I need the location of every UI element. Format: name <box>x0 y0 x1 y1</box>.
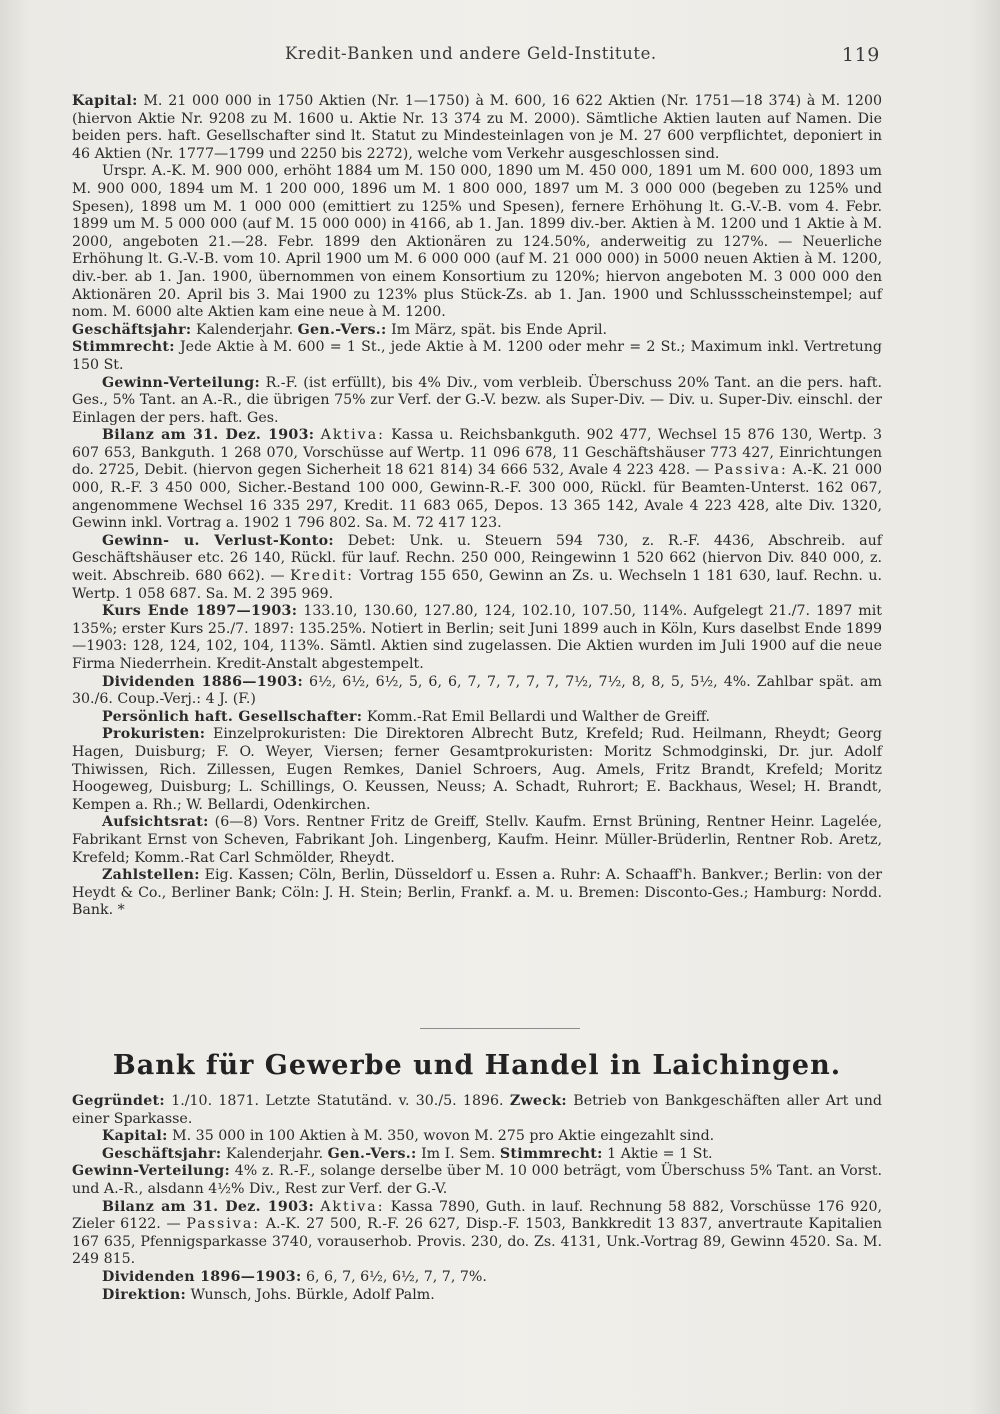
paragraph-geschaeftsjahr-2 <box>72 1146 882 1164</box>
text-kapital-history: Urspr. A.-K. M. 900 000, erhöht 1884 um M. 150 000, 1890 um M. 450 000, 1891 um M. 600 000, 1893 um M. 900 000, 1894 um M. 1 200 000, 1896 um M. 1 800 000, 1897 um M. 3 000 000 (begeben zu 125% und Spesen), 1898 um M. 1 000 000 (emittiert zu 125% und Spesen), fernere Erhöhung lt. G.-V.-B. vom 4. Febr. 1899 um M. 5 000 000 (auf M. 15 000 000) in 4166, ab 1. Jan. 1899 div.-ber. Aktien à M. 1200 und 1 Aktie à M. 2000, angeboten 21.—28. Febr. 1899 den Aktionären zu 124.50%, anderweitig zu 127%. — Neuerliche Erhöhung lt. G.-V.-B. vom 10. April 1900 um M. 6 000 000 (auf M. 21 000 000) in 5000 neuen Aktien à M. 1200, div.-ber. ab 1. Jan. 1900, übernommen von einem Konsortium zu 120%; hiervon angeboten M. 3 000 000 den Aktionären 20. April bis 3. Mai 1900 zu 123% plus Stück-Zs. ab 1. Jan. 1900 und Schlussscheinstempel; auf nom. M. 6000 alte Aktien kam eine neue à M. 1200. <box>72 163 882 321</box>
text-gewinn-verteilung-2: 4% z. R.-F., solange derselbe über M. 10 000 beträgt, vom Überschuss 5% Tant. an Vorst. und A.-R., alsdann 4½% Div., Rest zur Verf. der G.-V. <box>72 1163 882 1197</box>
label-guv: Gewinn- u. Verlust-Konto: <box>102 532 334 549</box>
text-bilanz-passiva: A.-K. 21 000 000, R.-F. 3 450 000, Sicher.-Bestand 100 000, Gewinn-R.-F. 300 000, Rückl. für Beamten-Unterst. 162 067, angenommene Wechsel 16 335 297, Kredit. 11 683 065, Depos. 13 365 142, Avale 4 223 428, alte Div. 1320, Gewinn inkl. Vortrag a. 1902 1 796 802. Sa. M. 72 417 123. <box>72 462 882 532</box>
running-head-title: Kredit-Banken und andere Geld-Institute. <box>285 44 657 63</box>
paragraph-kapital <box>72 93 882 163</box>
paragraph-stimmrecht <box>72 339 882 374</box>
bank-heading: Bank für Gewerbe und Handel in Laichingen. <box>112 1050 842 1081</box>
text-direktion: Wunsch, Johs. Bürkle, Adolf Palm. <box>190 1286 435 1303</box>
section-divider <box>420 1028 580 1029</box>
label-kapital: Kapital: <box>72 93 138 109</box>
label-genvers: Gen.-Vers.: <box>297 321 387 338</box>
text-persoenlich: Komm.-Rat Emil Bellardi und Walther de Greiff. <box>366 708 711 725</box>
paragraph-gewinn-verteilung <box>72 375 882 428</box>
text-genvers: Im März, spät. bis Ende April. <box>391 321 608 338</box>
label-aktiva-2: Aktiva: <box>320 1198 385 1215</box>
label-geschaeftsjahr-2: Geschäftsjahr: <box>102 1145 222 1162</box>
paragraph-dividenden <box>72 674 882 709</box>
label-direktion: Direktion: <box>102 1286 186 1303</box>
paragraph-kapital-2 <box>72 1128 882 1146</box>
paragraph-kapital-history <box>72 163 882 321</box>
label-dividenden-2: Dividenden 1896—1903: <box>102 1268 302 1285</box>
label-zahlstellen: Zahlstellen: <box>102 867 200 884</box>
label-geschaeftsjahr: Geschäftsjahr: <box>72 321 192 338</box>
text-kurs: 133.10, 130.60, 127.80, 124, 102.10, 107.50, 114%. Aufgelegt 21./7. 1897 mit 135%; erster Kurs 25./7. 1897: 135.25%. Notiert in Berlin; seit Juni 1899 auch in Köln, Kurs daselbst Ende 1899—1903: 128, 124, 102, 104, 113%. Sämtl. Aktien sind zugelassen. Die Aktien wurden im Juli 1900 auf die neue Firma Niederrhein. Kredit-Anstalt abgestempelt. <box>72 603 882 672</box>
page-number: 119 <box>841 44 880 66</box>
paragraph-bilanz-2 <box>72 1199 882 1269</box>
paragraph-gewinn-verteilung-2 <box>72 1163 882 1198</box>
text-bilanz-passiva-2: A.-K. 27 500, R.-F. 26 627, Disp.-F. 1503, Bankkredit 13 837, anvertraute Kapitalien 167 635, Pfennigsparkasse 3740, vorauserhob. Provis. 230, do. Zs. 4131, Unk.-Vortrag 89, Gewinn 4520. Sa. M. 249 815. <box>72 1216 883 1268</box>
label-dividenden: Dividenden 1886—1903: <box>102 673 303 690</box>
label-aktiva: Aktiva: <box>320 427 385 444</box>
text-guv-kredit: Vortrag 155 650, Gewinn an Zs. u. Wechseln 1 181 630, lauf. Rechn. u. Wertp. 1 058 687. Sa. M. 2 395 969. <box>72 568 882 602</box>
text-genvers-2: Im I. Sem. <box>421 1145 496 1162</box>
text-aufsichtsrat: (6—8) Vors. Rentner Fritz de Greiff, Stellv. Kaufm. Ernst Brüning, Rentner Heinr. Lagelée, Fabrikant Ernst von Scheven, Fabrikant Joh. Lingenberg, Kaufm. Heinr. Müller-Brüderlin, Rentner Rob. Aretz, Krefeld; Komm.-Rat Carl Schmölder, Rheydt. <box>72 814 883 866</box>
paragraph-aufsichtsrat <box>72 814 882 867</box>
text-zahlstellen: Eig. Kassen; Cöln, Berlin, Düsseldorf u. Essen a. Ruhr: A. Schaaff'h. Bankver.; Berlin: von der Heydt & Co., Berliner Bank; Cöln: J. H. Stein; Berlin, Frankf. a. M. u. Bremen: Disconto-Ges.; Hamburg: Nordd. Bank. * <box>72 867 882 919</box>
paragraph-gegruendet <box>72 1093 882 1128</box>
label-bilanz: Bilanz am 31. Dez. 1903: <box>102 427 315 444</box>
label-kredit: Kredit: <box>290 568 354 585</box>
paragraph-bilanz <box>72 427 882 533</box>
text-geschaeftsjahr-2: Kalenderjahr. <box>226 1145 324 1162</box>
paragraph-geschaeftsjahr <box>72 322 882 340</box>
text-prokuristen: Einzelprokuristen: Die Direktoren Albrecht Butz, Krefeld; Rud. Heilmann, Rheydt; Georg Hagen, Duisburg; F. O. Weyer, Viersen; ferner Gesamtprokuristen: Moritz Schmodginski, Dr. jur. Adolf Thiwissen, Rich. Zillessen, Eugen Remkes, Daniel Schroers, Aug. Amels, Fritz Brandt, Krefeld; Moritz Hoogeweg, Duisburg; L. Schillings, O. Keussen, Neuss; A. Schadt, Ruhrort; E. Backhaus, Wesel; H. Brandt, Kempen a. Rh.; W. Bellardi, Odenkirchen. <box>72 726 883 813</box>
paragraph-kurs <box>72 603 882 673</box>
label-persoenlich: Persönlich haft. Gesellschafter: <box>102 708 363 725</box>
entry-laichingen <box>72 1093 882 1304</box>
text-bilanz-aktiva-2: Kassa 7890, Guth. in lauf. Rechnung 58 882, Vorschüsse 176 920, Zieler 6122. — <box>72 1198 882 1233</box>
text-kapital: M. 21 000 000 in 1750 Aktien (Nr. 1—1750) à M. 600, 16 622 Aktien (Nr. 1751—18 374) à M. 1200 (hiervon Aktie Nr. 9208 zu M. 1600 u. Aktie Nr. 13 374 zu M. 2000). Sämtliche Aktien lauten auf Namen. Die beiden pers. haft. Gesellschafter sind lt. Statut zu Mindesteinlagen von je M. 27 600 verpflichtet, deponiert in 46 Aktien (Nr. 1777—1799 und 2250 bis 2272), welche vom Verkehr ausgeschlossen sind. <box>72 93 883 162</box>
text-gewinn-verteilung: R.-F. (ist erfüllt), bis 4% Div., vom verbleib. Überschuss 20% Tant. an die pers. haft. Ges., 5% Tant. an A.-R., die übrigen 75% zur Verf. der G.-V. bezw. als Super-Div. — Div. u. Super-Div. einschl. der Einlagen der pers. haft. Ges. <box>72 374 882 426</box>
text-bilanz-aktiva: Kassa u. Reichsbankguth. 902 477, Wechsel 15 876 130, Wertp. 3 607 653, Bankguth. 1 268 070, Vorschüsse auf Wertp. 11 096 678, 11 Geschäftshäuser 773 427, Einrichtungen do. 2725, Debit. (hiervon gegen Sicherheit 18 621 814) 34 666 532, Avale 4 223 428. — <box>72 427 882 479</box>
text-zweck: Betrieb von Bankgeschäften aller Art und einer Sparkasse. <box>72 1093 882 1127</box>
label-passiva: Passiva: <box>714 462 788 479</box>
text-geschaeftsjahr: Kalenderjahr. <box>196 321 294 338</box>
text-kapital-2: M. 35 000 in 100 Aktien à M. 350, wovon M. 275 pro Aktie eingezahlt sind. <box>172 1128 715 1145</box>
label-gewinn-verteilung: Gewinn-Verteilung: <box>102 374 260 391</box>
label-zweck: Zweck: <box>509 1093 567 1109</box>
label-gegruendet: Gegründet: <box>72 1093 165 1109</box>
label-genvers-2: Gen.-Vers.: <box>327 1145 417 1162</box>
label-kurs: Kurs Ende 1897—1903: <box>102 603 298 620</box>
text-gegruendet: 1./10. 1871. Letzte Statutänd. v. 30./5. 1896. <box>171 1093 504 1109</box>
label-gewinn-verteilung-2: Gewinn-Verteilung: <box>72 1163 230 1180</box>
paragraph-persoenlich <box>72 709 882 727</box>
text-guv-debet: Debet: Unk. u. Steuern 594 730, z. R.-F. 4436, Abschreib. auf Geschäftshäuser etc. 26 140, Rückl. für lauf. Rechn. 250 000, Reingewinn 1 520 662 (hiervon Div. 840 000, z. weit. Abschreib. 680 662). — <box>72 532 882 585</box>
text-dividenden-2: 6, 6, 7, 6½, 6½, 7, 7, 7%. <box>306 1268 487 1285</box>
paragraph-dividenden-2 <box>72 1269 882 1287</box>
text-stimmrecht: Jede Aktie à M. 600 = 1 St., jede Aktie à M. 1200 oder mehr = 2 St.; Maximum inkl. Vertretung 150 St. <box>72 339 883 373</box>
text-stimmrecht-2: 1 Aktie = 1 St. <box>607 1145 713 1162</box>
label-aufsichtsrat: Aufsichtsrat: <box>102 814 209 831</box>
label-passiva-2: Passiva: <box>186 1216 261 1233</box>
label-stimmrecht: Stimmrecht: <box>72 339 175 356</box>
text-dividenden: 6½, 6½, 6½, 5, 6, 6, 7, 7, 7, 7, 7, 7½, 7½, 8, 8, 5, 5½, 4%. Zahlbar spät. am 30./6. Coup.-Verj.: 4 J. (F.) <box>72 673 882 708</box>
paragraph-prokuristen <box>72 726 882 814</box>
entry-niederrhein-kredit <box>72 93 882 920</box>
paragraph-direktion <box>72 1287 882 1305</box>
label-bilanz-2: Bilanz am 31. Dez. 1903: <box>102 1198 314 1215</box>
label-prokuristen: Prokuristen: <box>102 726 206 743</box>
label-kapital-2: Kapital: <box>102 1128 168 1145</box>
label-stimmrecht-2: Stimmrecht: <box>499 1145 603 1162</box>
paragraph-zahlstellen <box>72 867 882 920</box>
paragraph-guv <box>72 533 882 603</box>
